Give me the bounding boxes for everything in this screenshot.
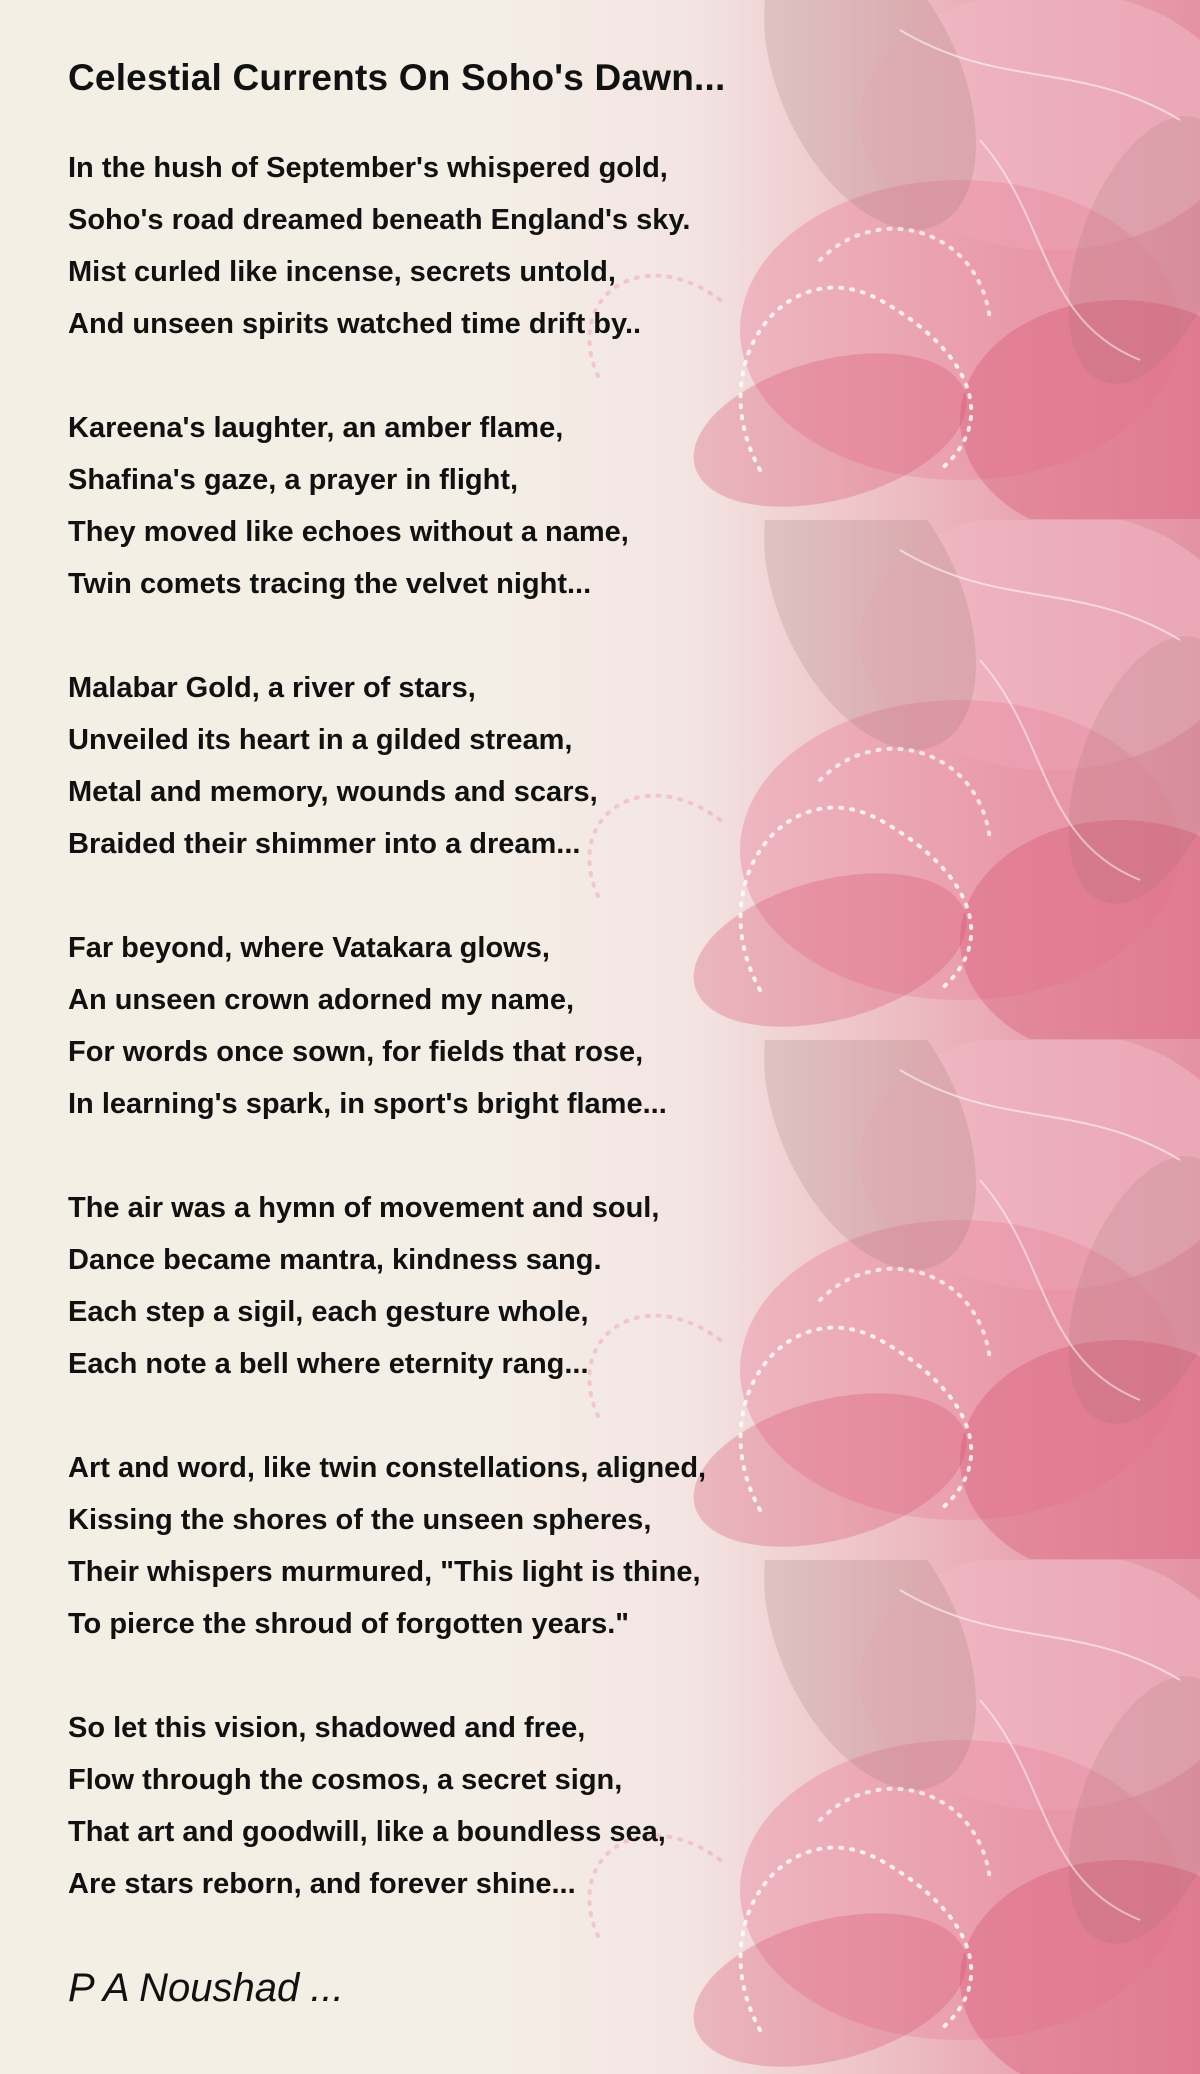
poem-line: In the hush of September's whispered gold, (68, 152, 668, 184)
poem-line: They moved like echoes without a name, (68, 516, 629, 548)
stanza (68, 1702, 1068, 1910)
poem-line: Malabar Gold, a river of stars, (68, 672, 476, 704)
poem-line: Shafina's gaze, a prayer in flight, (68, 464, 519, 496)
stanza (68, 662, 1068, 870)
poem-line: Art and word, like twin constellations, aligned, (68, 1452, 707, 1484)
poem-line: That art and goodwill, like a boundless sea, (68, 1816, 666, 1848)
poem-line: So let this vision, shadowed and free, (68, 1712, 586, 1744)
poem-line: In learning's spark, in sport's bright flame... (68, 1088, 667, 1120)
poem-line: Unveiled its heart in a gilded stream, (68, 724, 573, 756)
poem-line: Twin comets tracing the velvet night... (68, 568, 592, 600)
poem-line: Their whispers murmured, "This light is thine, (68, 1556, 701, 1588)
poem-line: Metal and memory, wounds and scars, (68, 776, 598, 808)
stanza (68, 402, 1068, 610)
poem-body (68, 142, 1068, 1910)
poem-line: The air was a hymn of movement and soul, (68, 1192, 660, 1224)
stanza (68, 142, 1068, 350)
poem-line: An unseen crown adorned my name, (68, 984, 574, 1016)
poem-line: To pierce the shroud of forgotten years." (68, 1608, 630, 1640)
poem (68, 52, 1068, 2014)
poem-title: Celestial Currents On Soho's Dawn... (68, 57, 726, 98)
poem-line: Are stars reborn, and forever shine... (68, 1868, 576, 1900)
poem-author: P A Noushad ... (68, 1966, 344, 2010)
poem-line: Kareena's laughter, an amber flame, (68, 412, 564, 444)
stanza (68, 1442, 1068, 1650)
poem-line: Kissing the shores of the unseen spheres, (68, 1504, 652, 1536)
poem-line: Flow through the cosmos, a secret sign, (68, 1764, 623, 1796)
poem-line: Each note a bell where eternity rang... (68, 1348, 589, 1380)
poem-line: Soho's road dreamed beneath England's sky. (68, 204, 691, 236)
poem-line: Mist curled like incense, secrets untold, (68, 256, 616, 288)
stanza (68, 1182, 1068, 1390)
poem-line: Braided their shimmer into a dream... (68, 828, 581, 860)
stanza (68, 922, 1068, 1130)
poem-line: For words once sown, for fields that rose, (68, 1036, 644, 1068)
poem-line: Dance became mantra, kindness sang. (68, 1244, 602, 1276)
poem-line: Each step a sigil, each gesture whole, (68, 1296, 589, 1328)
poem-line: Far beyond, where Vatakara glows, (68, 932, 550, 964)
poem-line: And unseen spirits watched time drift by.. (68, 308, 642, 340)
